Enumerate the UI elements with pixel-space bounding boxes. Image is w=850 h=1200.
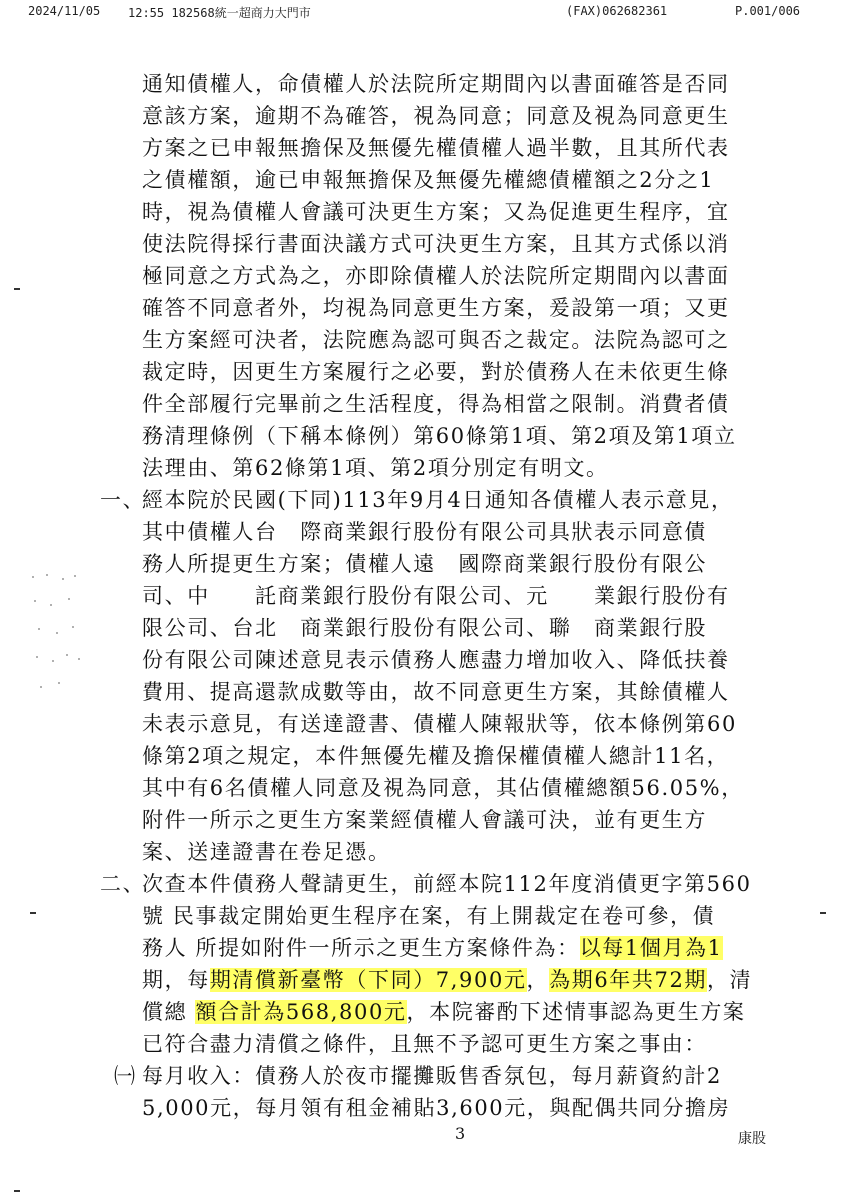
- body-line: 已符合盡力清償之條件，且無不予認可更生方案之事由：: [142, 1032, 707, 1056]
- body-line: 裁定時，因更生方案履行之必要，對於債務人在未依更生條: [142, 360, 730, 384]
- margin-mark: [820, 912, 826, 914]
- body-line: 法理由、第62條第1項、第2項分別定有明文。: [142, 456, 609, 480]
- body-line: 件全部履行完畢前之生活程度，得為相當之限制。消費者債: [142, 392, 730, 416]
- body-line: 其中債權人台 際商業銀行股份有限公司具狀表示同意債: [142, 520, 708, 544]
- body-line: 限公司、台北 商業銀行股份有限公司、聯 商業銀行股: [142, 616, 708, 640]
- margin-mark: [14, 288, 20, 290]
- redaction-mark: [549, 582, 594, 610]
- redaction-mark: [571, 614, 594, 642]
- redaction-mark: [278, 518, 301, 546]
- section-marker: 一、: [100, 488, 146, 512]
- body-line: 號 民事裁定開始更生程序在案，有上開裁定在卷可參，債: [142, 904, 716, 928]
- body-line: 方案之已申報無擔保及無優先權債權人過半數，且其所代表: [142, 136, 730, 160]
- body-line: 份有限公司陳述意見表示債務人應盡力增加收入、降低扶養: [142, 648, 730, 672]
- body-line: 務清理條例（下稱本條例）第60條第1項、第2項及第1項立: [142, 424, 737, 448]
- body-line: 案、送達證書在卷足憑。: [142, 840, 391, 864]
- margin-mark: [30, 912, 36, 914]
- redaction-mark: [278, 614, 301, 642]
- body-line: 費用、提高還款成數等由，故不同意更生方案，其餘債權人: [142, 680, 730, 704]
- scan-speckle: [28, 570, 88, 700]
- body-line: 確答不同意者外，均視為同意更生方案，爰設第一項；又更: [142, 296, 730, 320]
- body-line: 未表示意見，有送達證書、債權人陳報狀等，依本條例第60: [142, 712, 737, 736]
- body-line: 經本院於民國(下同)113年9月4日通知各債權人表示意見，: [142, 488, 734, 512]
- body-line: 使法院得採行書面決議方式可決更生方案，且其方式係以消: [142, 232, 730, 256]
- body-line: 次查本件債務人聲請更生，前經本院112年度消債更字第560: [142, 872, 752, 896]
- redaction-mark: [210, 582, 255, 610]
- body-line: 5,000元，每月領有租金補貼3,600元，與配偶共同分擔房: [142, 1096, 731, 1120]
- highlighted-text: 以每1個月為1: [579, 936, 723, 960]
- body-line: 務人 所提如附件一所示之更生方案條件為：以每1個月為1: [142, 936, 723, 960]
- body-line: 通知債權人，命債權人於法院所定期間內以書面確答是否同: [142, 72, 730, 96]
- body-line: 意該方案，逾期不為確答，視為同意；同意及視為同意更生: [142, 104, 730, 128]
- body-line: 生方案經可決者，法院應為認可與否之裁定。法院為認可之: [142, 328, 730, 352]
- highlighted-text: 為期6年共72期: [549, 968, 708, 992]
- fax-date: 2024/11/05: [28, 4, 101, 18]
- body-line: 極同意之方式為之，亦即除債權人於法院所定期間內以書面: [142, 264, 730, 288]
- body-line: 每月收入：債務人於夜市擺攤販售香氛包，每月薪資約計2: [142, 1064, 722, 1088]
- body-line: 其中有6名債權人同意及視為同意，其佔債權總額56.05%，: [142, 776, 744, 800]
- fax-time-sender: 12:55 182568統一超商力大門市: [128, 6, 311, 20]
- body-line: 償總 額合計為568,800元，本院審酌下述情事認為更生方案: [142, 1000, 746, 1024]
- highlighted-text: 額合計為568,800元: [195, 1000, 407, 1024]
- body-line: 附件一所示之更生方案業經債權人會議可決，並有更生方: [142, 808, 707, 832]
- fax-header: [0, 2, 850, 20]
- subsection-marker: ㈠: [114, 1064, 137, 1088]
- margin-mark: [14, 1190, 20, 1192]
- fax-number: (FAX)062682361: [566, 4, 668, 18]
- body-line: 務人所提更生方案；債權人遠 國際商業銀行股份有限公: [142, 552, 708, 576]
- redaction-mark: [436, 550, 459, 578]
- section-marker: 二、: [100, 872, 146, 896]
- fax-page-indicator: P.001/006: [735, 4, 801, 18]
- body-line: 條第2項之規定，本件無優先權及擔保權債權人總計11名，: [142, 744, 730, 768]
- page-number: 3: [455, 1124, 466, 1143]
- body-line: 司、中 託商業銀行股份有限公司、元 業銀行股份有: [142, 584, 730, 608]
- body-line: 之債權額，逾已申報無擔保及無優先權總債權額之2分之1: [142, 168, 715, 192]
- highlighted-text: 期清償新臺幣（下同）7,900元: [209, 968, 527, 992]
- chamber-label: 康股: [738, 1131, 766, 1147]
- body-line: 期，每期清償新臺幣（下同）7,900元，為期6年共72期，清: [142, 968, 753, 992]
- body-line: 時，視為債權人會議可決更生方案；又為促進更生程序，宜: [142, 200, 730, 224]
